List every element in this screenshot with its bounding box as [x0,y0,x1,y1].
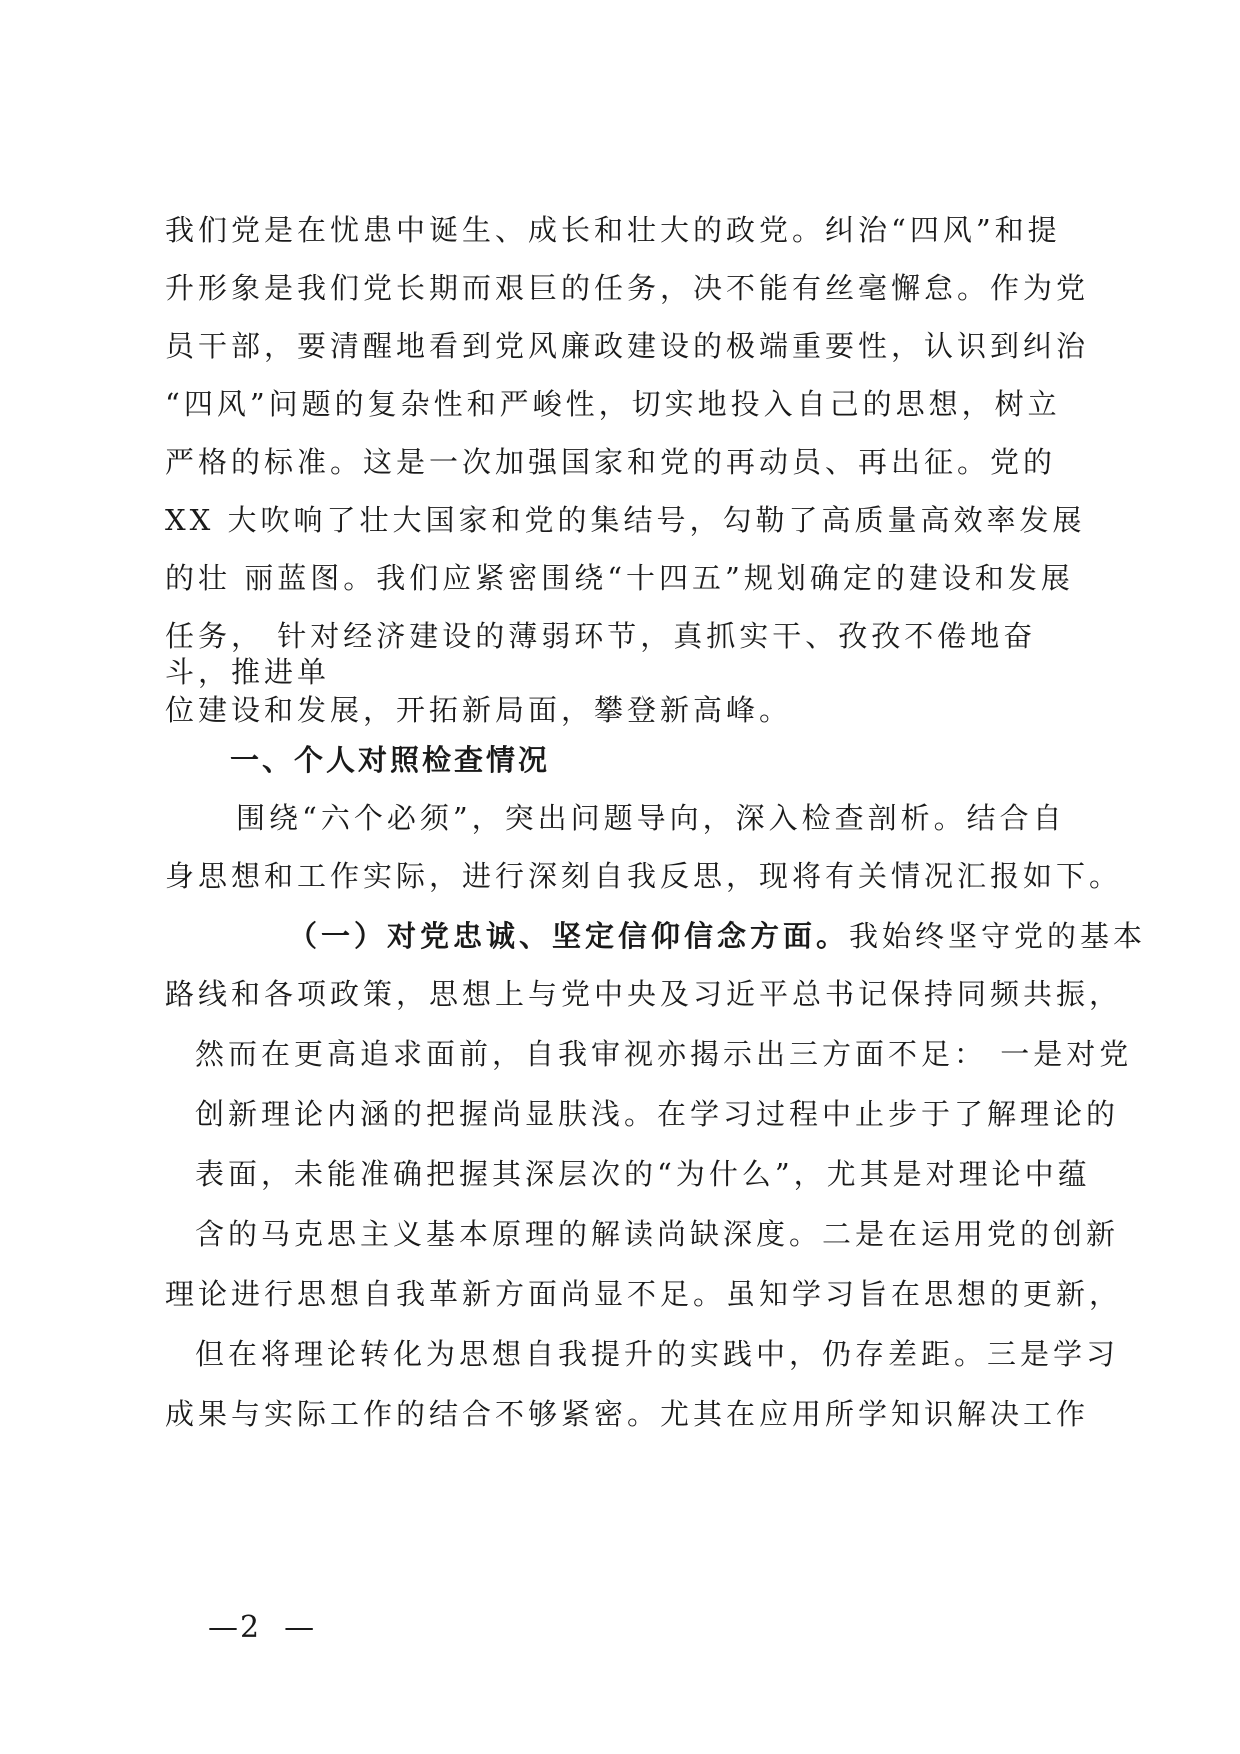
paragraph-line: 升形象是我们党长期而艰巨的任务，决不能有丝毫懈怠。作为党 [165,271,1090,305]
section-heading: 一、个人对照检查情况 [230,743,551,777]
paragraph-line: 严格的标准。这是一次加强国家和党的再动员、再出征。党的 [165,445,1057,479]
paragraph-line: 路线和各项政策，思想上与党中央及习近平总书记保持同频共振， [165,977,1123,1011]
paragraph-line: 表面，未能准确把握其深层次的“为什么”，尤其是对理论中蕴 [195,1157,1091,1191]
paragraph-line: 但在将理论转化为思想自我提升的实践中，仍存差距。三是学习 [195,1337,1120,1371]
paragraph-line: 任务， 针对经济建设的薄弱环节，真抓实干、孜孜不倦地奋 [165,619,1037,653]
paragraph-line: 含的马克思主义基本原理的解读尚缺深度。二是在运用党的创新 [195,1217,1120,1251]
paragraph-line: 位建设和发展，开拓新局面，攀登新高峰。 [165,693,793,727]
paragraph-line: 的壮 丽蓝图。我们应紧密围绕“十四五”规划确定的建设和发展 [165,561,1074,595]
paragraph-line: 然而在更高追求面前，自我审视亦揭示出三方面不足： 一是对党 [195,1037,1133,1071]
paragraph-line: 创新理论内涵的把握尚显肤浅。在学习过程中止步于了解理论的 [195,1097,1120,1131]
subsection-first-line [288,916,1146,956]
subsection-first-line-text: 我始终坚守党的基本 [849,919,1147,953]
paragraph-line: 我们党是在忧患中诞生、成长和壮大的政党。纠治“四风”和提 [165,213,1061,247]
paragraph-line: XX 大吹响了壮大国家和党的集结号，勾勒了高质量高效率发展 [165,503,1086,537]
paragraph-line: “四风”问题的复杂性和严峻性，切实地投入自己的思想，树立 [165,387,1061,421]
paragraph-line: 斗，推进单 [165,655,331,689]
paragraph-line: 成果与实际工作的结合不够紧密。尤其在应用所学知识解决工作 [165,1397,1090,1431]
page-number: —2 — [208,1610,317,1645]
paragraph-line: 理论进行思想自我革新方面尚显不足。虽知学习旨在思想的更新， [165,1277,1123,1311]
paragraph-line: 员干部，要清醒地看到党风廉政建设的极端重要性，认识到纠治 [165,329,1090,363]
subsection-title: （一）对党忠诚、坚定信仰信念方面。 [288,919,850,953]
paragraph-line: 身思想和工作实际，进行深刻自我反思，现将有关情况汇报如下。 [165,859,1123,893]
paragraph-line: 围绕“六个必须”，突出问题导向，深入检查剖析。结合自 [236,801,1066,835]
